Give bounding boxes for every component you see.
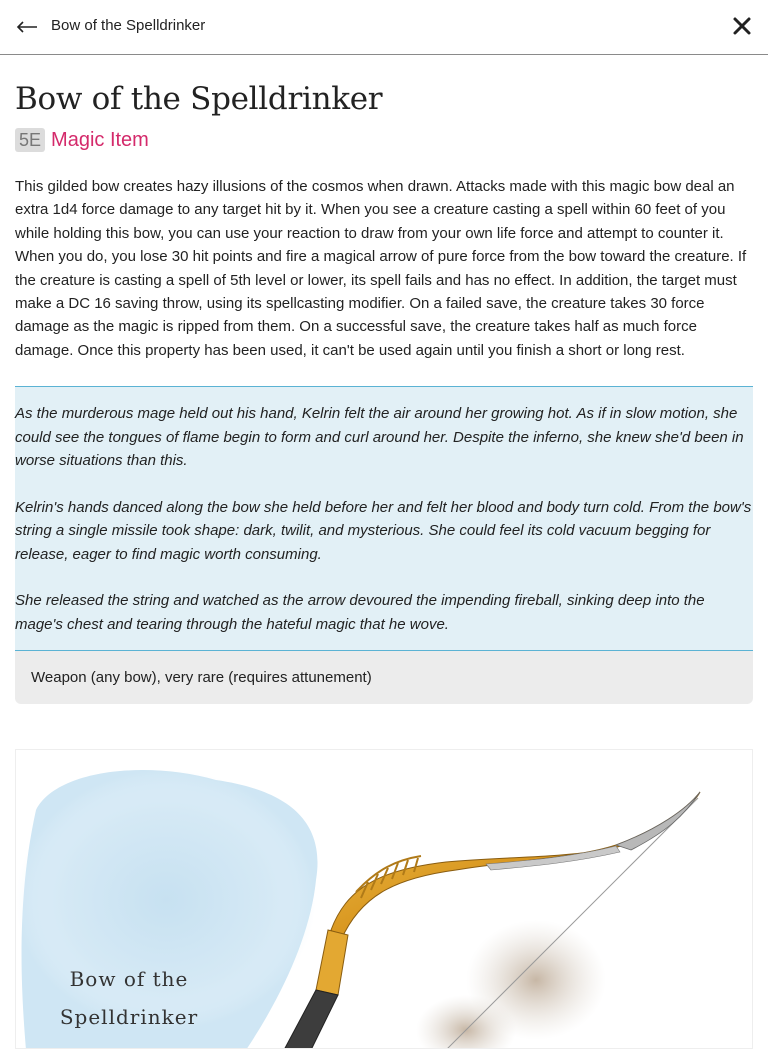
close-button[interactable] xyxy=(730,14,754,38)
flavor-paragraph: She released the string and watched as the arrow devoured the impending fireball, sinking deep into the mage's chest and tearing through the hateful magic that he wove. xyxy=(15,592,705,633)
image-caption-line2: Spelldrinker xyxy=(59,1005,199,1029)
bow-illustration xyxy=(16,750,753,1049)
back-button[interactable] xyxy=(14,16,40,38)
item-category: Magic Item xyxy=(51,128,149,151)
item-description: This gilded bow creates hazy illusions of the cosmos when drawn. Attacks made with this magic bow deal an extra 1d4 force damage to any target hit by it. When you see a creature casting a spell within 60 feet of you while holding this bow, you can use your reaction to draw from your own life force and attempt to counter it. When you do, you lose 30 hit points and fire a magical arrow of pure force from the bow toward the creature. If the creature is casting a spell of 5th level or lower, its spell fails and has no effect. In addition, the target must make a DC 16 saving throw, using its spellcasting modifier. On a failed save, the creature takes 30 force damage as the magic is ripped from them. On a successful save, the creature takes half as much force damage. Once this property has been used, it can't be used again until you finish a short or long rest. xyxy=(15,178,747,359)
flavor-text-block xyxy=(15,386,753,651)
header-title: Bow of the Spelldrinker xyxy=(51,17,206,34)
item-meta: Weapon (any bow), very rare (requires attunement) xyxy=(15,651,753,704)
close-icon xyxy=(730,14,754,38)
page-title: Bow of the Spelldrinker xyxy=(15,81,383,117)
top-bar xyxy=(0,0,768,55)
item-illustration xyxy=(15,749,753,1049)
flavor-paragraph: As the murderous mage held out his hand, Kelrin felt the air around her growing hot. As if in slow motion, she could see the tongues of flame begin to form and curl around her. Despite the inferno, she knew she'd been in worse situations than this. xyxy=(15,405,744,470)
item-subtitle xyxy=(15,127,753,153)
item-content xyxy=(15,55,753,704)
image-caption-line1: Bow of the xyxy=(69,967,189,991)
arrow-left-icon xyxy=(16,20,38,34)
flavor-paragraph: Kelrin's hands danced along the bow she held before her and felt her blood and body turn cold. From the bow's string a single missile took shape: dark, twilit, and mysterious. She could feel its cold vacuum begging for release, eager to find magic worth consuming. xyxy=(15,498,752,563)
edition-badge: 5E xyxy=(15,128,45,152)
